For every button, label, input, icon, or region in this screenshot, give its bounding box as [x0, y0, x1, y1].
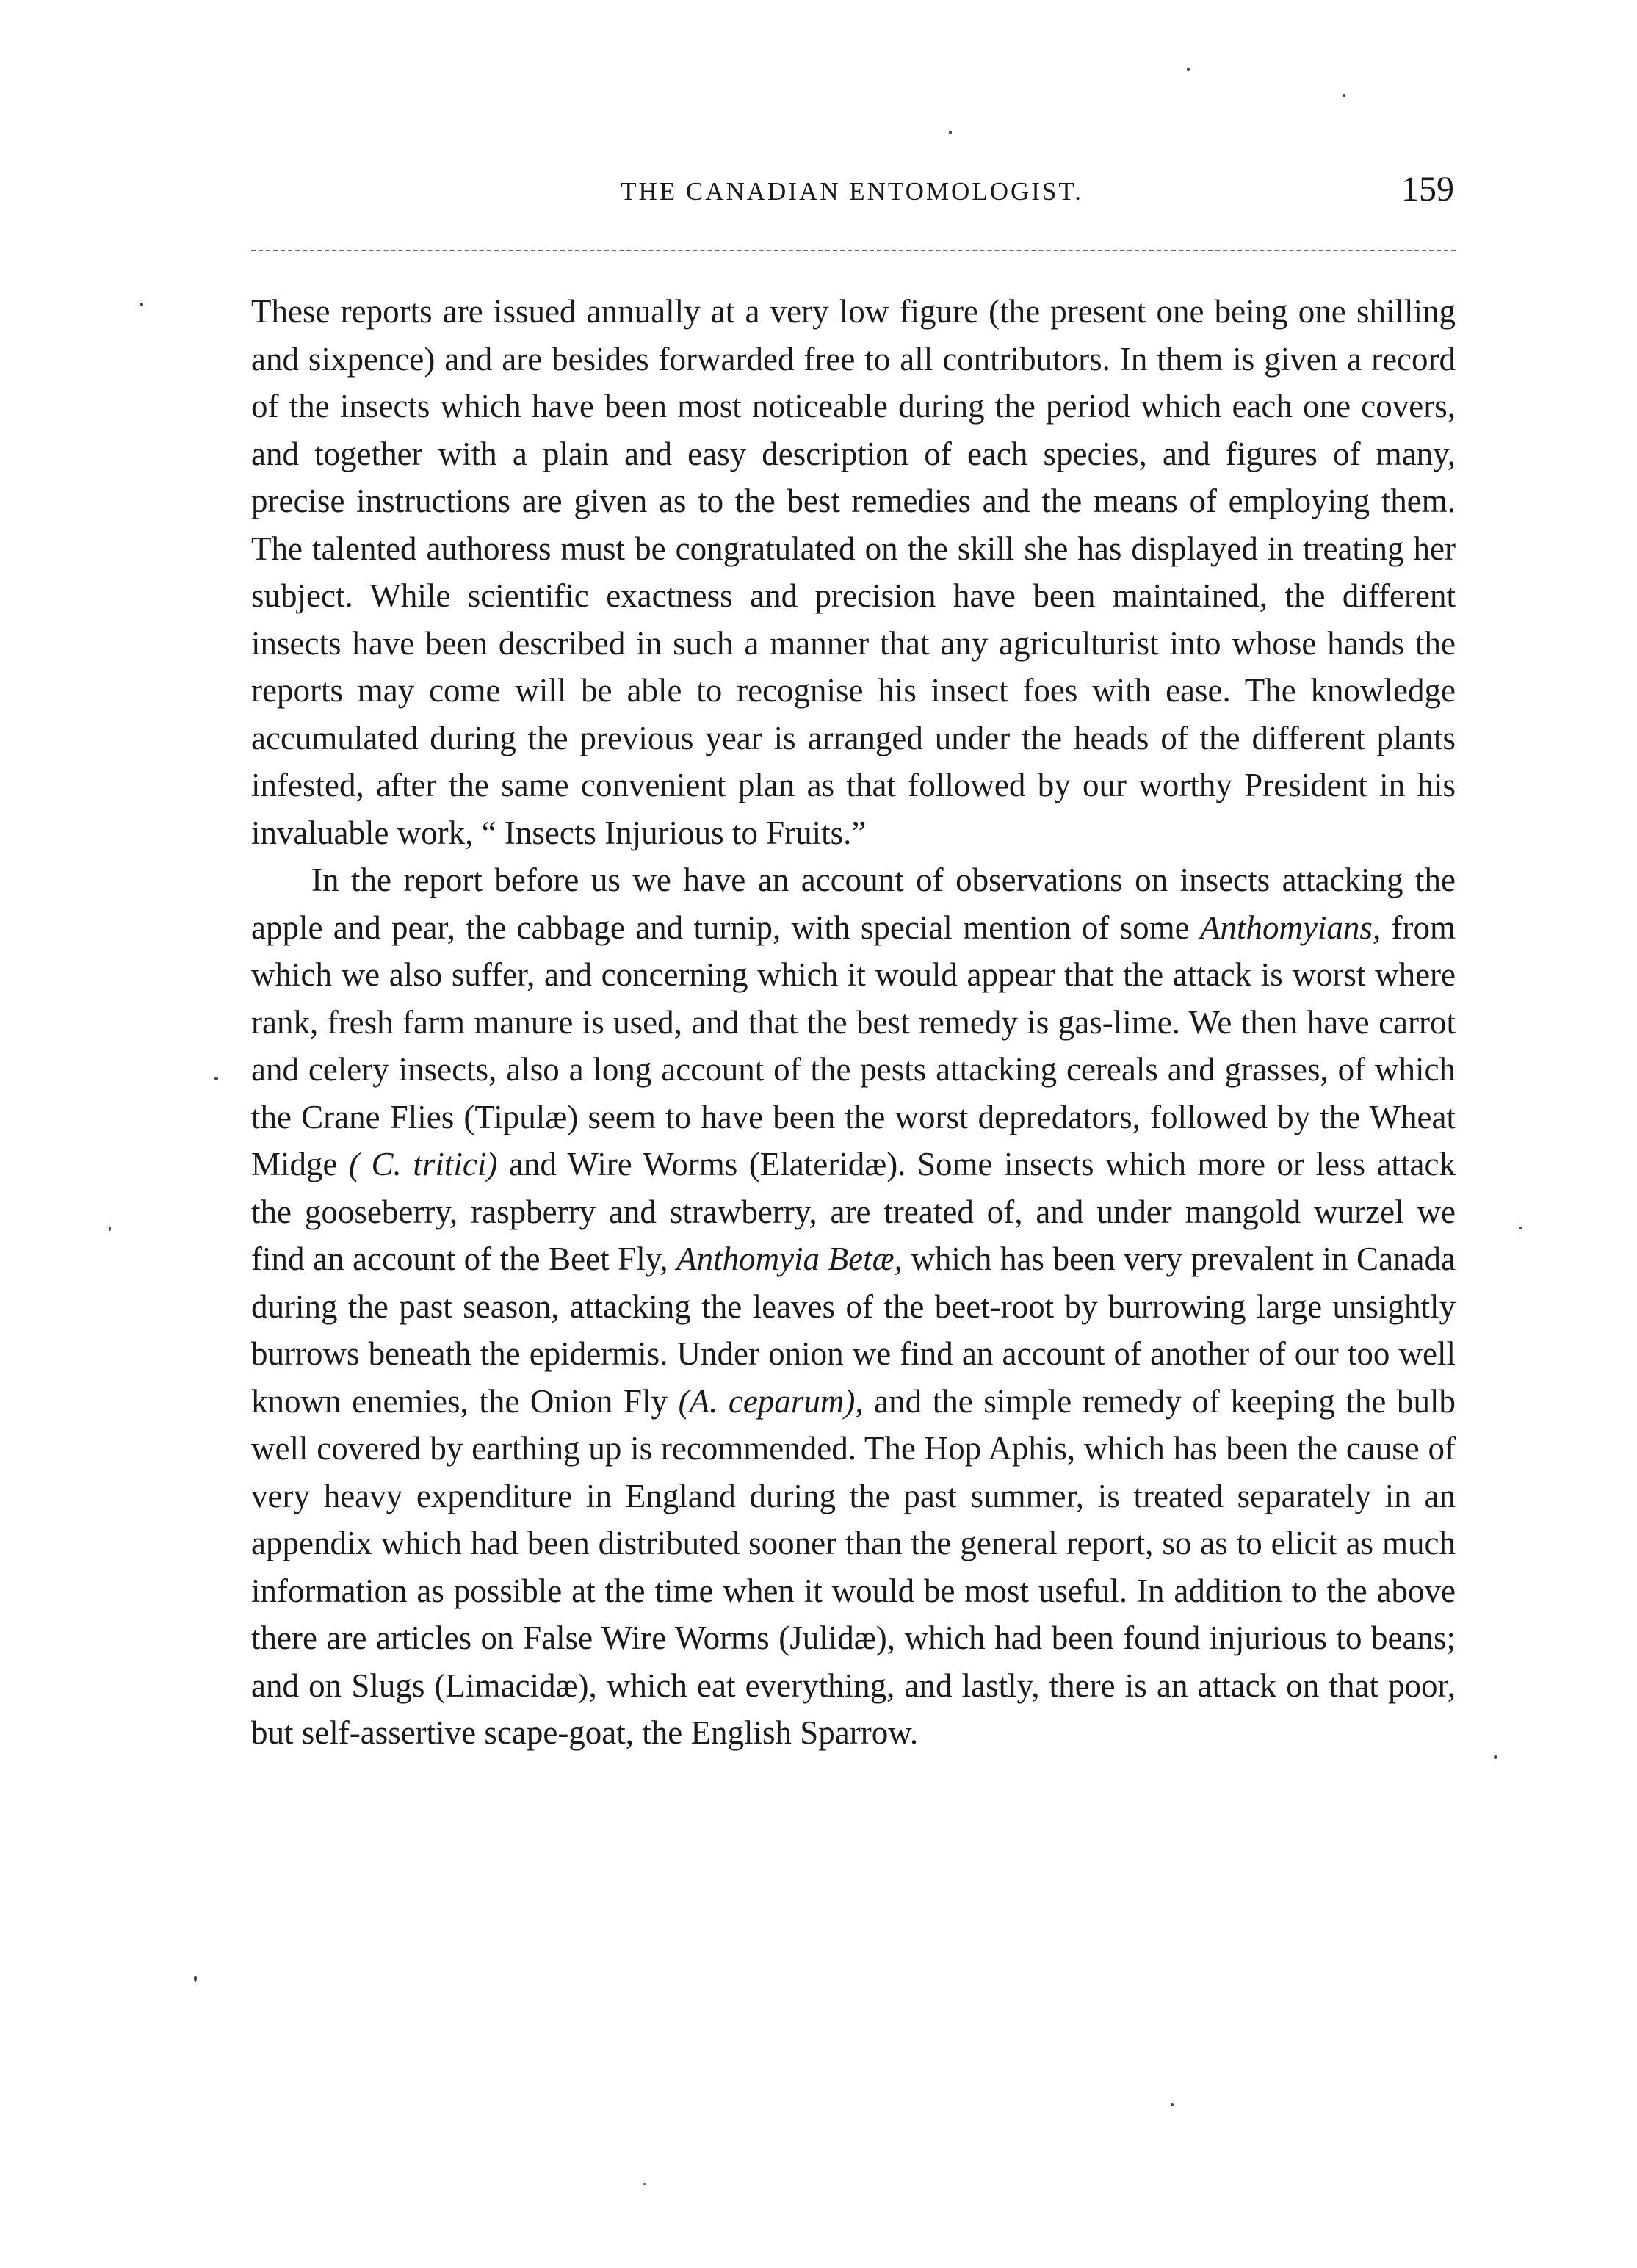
running-title: THE CANADIAN ENTOMOLOGIST. — [621, 177, 1083, 206]
scan-speck — [643, 2183, 646, 2185]
paragraph-2 — [251, 856, 1456, 1757]
scan-speck — [1187, 68, 1190, 71]
body-text — [251, 288, 1456, 1757]
scan-speck — [1343, 94, 1345, 97]
species-anthomyians: Anthomyians, — [1199, 909, 1381, 946]
species-a-ceparum: (A. ceparum), — [678, 1382, 864, 1420]
paragraph-2-text: and the simple remedy of keeping the bulb well covered by earthing up is recommended. The Hop Aphis, which has been the cause of very heavy expenditure in England during the past summer, is treated separately in an appendix which had been distributed sooner than the general report, so as to elicit as much information as possible at the time when it would be most useful. In addition to the above there are articles on False Wire Worms (Julidæ), which had been found injurious to beans; and on Slugs (Limacidæ), which eat everything, and lastly, there is an attack on that poor, but self-assertive scape-goat, the English Sparrow. — [251, 1382, 1456, 1751]
scan-speck — [214, 1077, 218, 1080]
page-header — [250, 169, 1454, 228]
scan-speck — [1494, 1755, 1497, 1759]
page-number: 159 — [1401, 170, 1454, 209]
paragraph-2-text: In the report before us we have an account of observations on insects attacking the apple and pear, the cabbage and turnip, with special mention of some — [251, 862, 1456, 946]
paragraph-1 — [251, 288, 1456, 856]
species-c-tritici: ( C. tritici) — [349, 1146, 498, 1182]
scan-speck — [1171, 2103, 1174, 2106]
scan-speck — [1519, 1227, 1522, 1229]
paragraph-2-text: which has been very prevalent in Canada during the past season, attacking the leaves of the beet-root by burrowing large unsightly burrows beneath the epidermis. Under onion we find an account of another of our too well known enemies, the Onion Fly — [251, 1240, 1456, 1420]
scan-speck — [109, 1227, 111, 1231]
scan-speck — [194, 1976, 197, 1982]
paragraph-1-text: These reports are issued annually at a very low figure (the present one being one shilling and sixpence) and are besides forwarded free to all contributors. In them is given a record of the insects which have been most noticeable during the period which each one covers, and together with a plain and easy description of each species, and figures of many, precise instructions are given as to the best remedies and the means of employing them. The talented authoress must be congratulated on the skill she has displayed in treating her subject. While scientific exactness and precision have been maintained, the different insects have been described in such a manner that any agriculturist into whose hands the reports may come will be able to recognise his insect foes with ease. The knowledge accumulated during the previous year is arranged under the heads of the different plants infested, after the same convenient plan as that followed by our worthy President in his invaluable work, “ Insects Injurious to Fruits.” — [251, 293, 1456, 851]
species-anthomyia-betae: Anthomyia Betæ, — [676, 1240, 903, 1277]
paragraph-2-text: and Wire Worms (Elateridæ). Some insects which more or less attack the gooseberry, raspberry and strawberry, are treated of, and under mangold wurzel we find an account of the Beet Fly, — [251, 1146, 1456, 1277]
scan-speck — [949, 131, 952, 134]
paragraph-2-text: from which we also suffer, and concerning which it would appear that the attack is worst where rank, fresh farm manure is used, and that the best remedy is gas-lime. We then have carrot and celery insects, also a long account of the pests attacking cereals and grasses, of which the Crane Flies (Tipulæ) seem to have been the worst depredators, followed by the Wheat Midge — [251, 909, 1456, 1182]
scan-speck — [140, 303, 143, 306]
header-rule — [251, 250, 1456, 251]
